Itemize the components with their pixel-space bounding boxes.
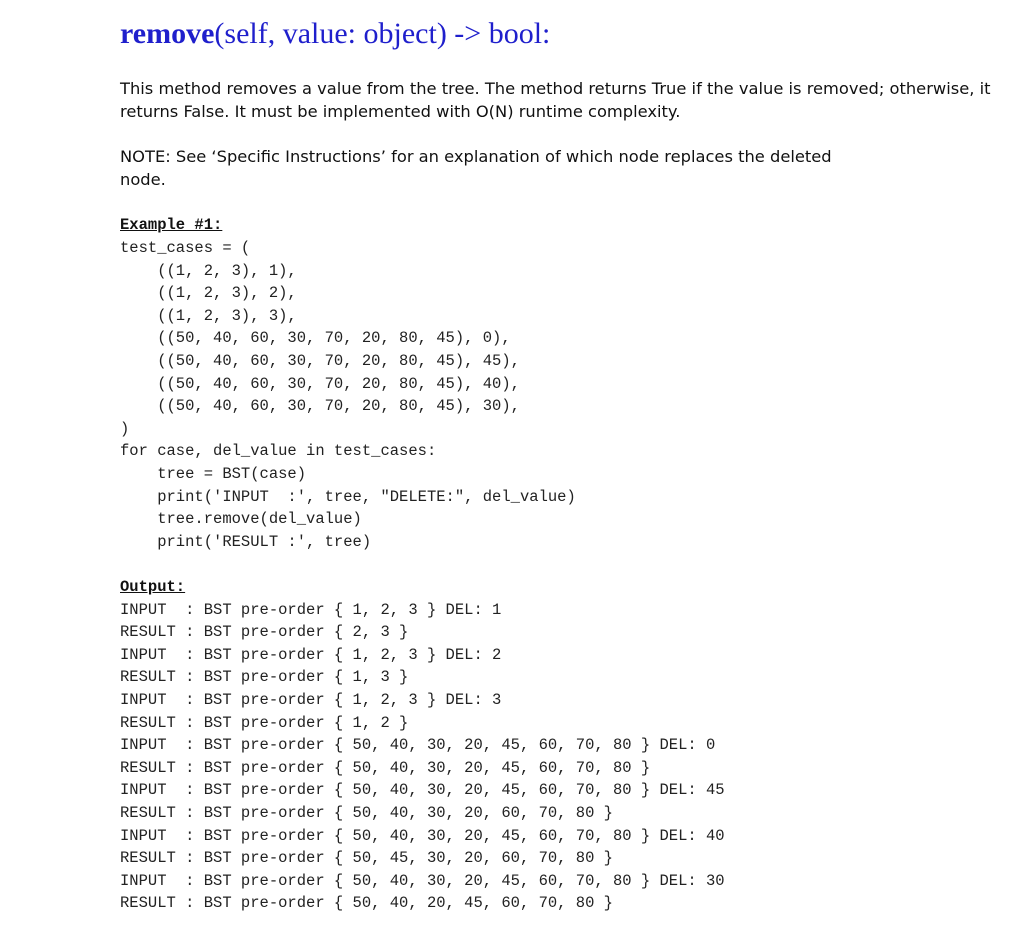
code-line: tree = BST(case) bbox=[120, 465, 307, 483]
example-label: Example #1: bbox=[120, 216, 223, 234]
code-line: ((50, 40, 60, 30, 70, 20, 80, 45), 30), bbox=[120, 397, 520, 416]
output-line: RESULT : BST pre-order { 1, 3 } bbox=[120, 668, 409, 687]
document-page bbox=[120, 0, 1000, 913]
method-signature: (self, value: object) -> bool: bbox=[214, 17, 551, 50]
method-description: This method removes a value from the tree. The method returns True if the value is removed; otherwise, it returns False. It must be implemented with O(N) runtime complexity. bbox=[120, 79, 991, 121]
method-heading bbox=[120, 14, 550, 54]
example-block bbox=[120, 0, 1000, 551]
output-line: INPUT : BST pre-order { 50, 40, 30, 20, 45, 60, 70, 80 } DEL: 30 bbox=[120, 871, 725, 890]
output-line: INPUT : BST pre-order { 1, 2, 3 } DEL: 3 bbox=[120, 691, 502, 709]
output-line: RESULT : BST pre-order { 2, 3 } bbox=[120, 623, 409, 642]
code-line: ((1, 2, 3), 3), bbox=[120, 306, 297, 325]
output-line: INPUT : BST pre-order { 1, 2, 3 } DEL: 2 bbox=[120, 645, 502, 664]
method-note: NOTE: See ‘Specific Instructions’ for an explanation of which node replaces the deleted node. bbox=[120, 147, 832, 189]
output-line: RESULT : BST pre-order { 50, 40, 30, 20, 45, 60, 70, 80 } bbox=[120, 758, 651, 777]
code-line: for case, del_value in test_cases: bbox=[120, 442, 437, 461]
code-line: ((1, 2, 3), 2), bbox=[120, 284, 297, 303]
output-line: RESULT : BST pre-order { 50, 40, 30, 20, 60, 70, 80 } bbox=[120, 804, 613, 822]
code-line: ((50, 40, 60, 30, 70, 20, 80, 45), 45), bbox=[120, 352, 520, 370]
output-line: RESULT : BST pre-order { 1, 2 } bbox=[120, 713, 409, 732]
method-name: remove bbox=[120, 17, 215, 50]
code-line: ((1, 2, 3), 1), bbox=[120, 261, 297, 280]
code-line: print('RESULT :', tree) bbox=[120, 532, 372, 551]
code-line: tree.remove(del_value) bbox=[120, 510, 362, 529]
code-line: print('INPUT :', tree, "DELETE:", del_value) bbox=[120, 487, 576, 506]
output-line: RESULT : BST pre-order { 50, 40, 20, 45, 60, 70, 80 } bbox=[120, 894, 613, 913]
output-line: INPUT : BST pre-order { 50, 40, 30, 20, 45, 60, 70, 80 } DEL: 45 bbox=[120, 781, 725, 800]
output-line: RESULT : BST pre-order { 50, 45, 30, 20, 60, 70, 80 } bbox=[120, 849, 613, 868]
code-line: ) bbox=[120, 419, 130, 438]
code-line: ((50, 40, 60, 30, 70, 20, 80, 45), 40), bbox=[120, 374, 520, 393]
output-label: Output: bbox=[120, 578, 186, 596]
code-line: test_cases = ( bbox=[120, 239, 251, 257]
code-line: ((50, 40, 60, 30, 70, 20, 80, 45), 0), bbox=[120, 329, 511, 348]
output-line: INPUT : BST pre-order { 1, 2, 3 } DEL: 1 bbox=[120, 600, 502, 619]
output-line: INPUT : BST pre-order { 50, 40, 30, 20, 45, 60, 70, 80 } DEL: 40 bbox=[120, 826, 725, 845]
output-line: INPUT : BST pre-order { 50, 40, 30, 20, 45, 60, 70, 80 } DEL: 0 bbox=[120, 736, 716, 755]
